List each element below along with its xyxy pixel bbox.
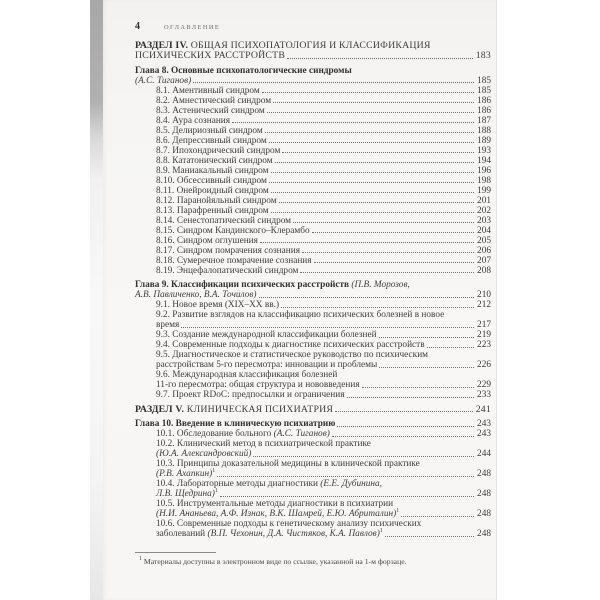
toc-entry-text: (А.С. Тиганов) (135, 75, 192, 86)
toc-page-number: 183 (475, 50, 491, 61)
toc-entry-text: 8.5. Делириозный синдром (156, 125, 263, 136)
toc-entry-item (135, 256, 491, 266)
toc-line (156, 166, 491, 176)
toc-page-number: 208 (477, 265, 491, 276)
toc-page-number: 233 (477, 390, 491, 400)
toc-entry-item (135, 330, 491, 340)
toc-entry-chapter (135, 419, 491, 429)
toc-entry-text: (Ю.А. Александровский) (156, 449, 252, 459)
toc-entry-item (135, 176, 491, 186)
dot-leader (267, 112, 474, 113)
toc-entry-text: РАЗДЕЛ V. КЛИНИЧЕСКАЯ ПСИХИАТРИЯ (135, 403, 334, 415)
toc-line (156, 390, 491, 400)
toc-line (135, 290, 491, 300)
toc-entry-text: А.В. Павличенко, В.А. Точилов) (135, 290, 257, 300)
toc-entry-chapter (135, 66, 491, 86)
dot-leader (217, 476, 474, 477)
toc-entry-text: 8.8. Кататонический синдром (156, 155, 273, 166)
toc-entry-text: 10.1. Обследование больного (А.С. Тиганов) (156, 429, 330, 439)
toc-line (156, 429, 491, 439)
toc-page-number: 199 (477, 185, 491, 196)
dot-leader (401, 516, 474, 517)
toc-line (156, 96, 491, 106)
toc-entry-item (135, 300, 491, 310)
toc-entry-text: 9.3. Создание международной классификации болезней (156, 330, 377, 340)
toc-entry-text: 9.6. Международная классификация болезней (156, 370, 338, 380)
dot-leader (379, 367, 474, 368)
toc-line (156, 246, 491, 256)
dot-leader (260, 242, 474, 243)
toc-entry-item (135, 439, 491, 459)
toc-page-number: 193 (477, 145, 491, 156)
toc-line (135, 405, 491, 415)
toc-entry-text: Глава 9. Классификации психических расстройств (П.В. Морозов, (135, 280, 410, 290)
dot-leader (281, 307, 474, 308)
footnote-divider (135, 552, 216, 553)
toc-page-number: 248 (477, 469, 491, 479)
toc-entry-text: 10.6. Современные подходы к генетическому анализу психических (156, 519, 422, 529)
toc-entry-item (135, 236, 491, 246)
toc-entry-item (135, 206, 491, 216)
toc-line (156, 206, 491, 216)
toc-entry-item (135, 196, 491, 206)
toc-line (156, 330, 491, 340)
toc-entry-item (135, 166, 491, 176)
toc-line (156, 519, 491, 529)
toc-line (156, 469, 491, 479)
toc-line (156, 340, 491, 350)
dot-leader (332, 436, 474, 437)
toc-line (156, 186, 491, 196)
toc-entry-text: 8.18. Сумеречное помрачение сознания (156, 255, 312, 266)
toc-line (135, 76, 491, 86)
toc-page-number: 223 (477, 340, 491, 350)
toc-line (156, 256, 491, 266)
toc-page-number: 187 (477, 115, 491, 126)
toc-entry-text: 8.7. Ипохондрический синдром (156, 145, 281, 156)
dot-leader (302, 252, 474, 253)
toc-line (156, 196, 491, 206)
toc-page-number: 226 (477, 360, 491, 370)
toc-page-number: 244 (477, 449, 491, 459)
dot-leader (265, 132, 474, 133)
toc-entry-item (135, 350, 491, 370)
toc-page-number: 219 (477, 330, 491, 340)
toc-entry-text: 8.12. Паранойяльный синдром (156, 195, 277, 206)
dot-leader (337, 426, 474, 427)
toc-page-number: 248 (477, 509, 491, 519)
toc-line (156, 449, 491, 459)
page-number: 4 (135, 21, 140, 32)
toc-page-number: 206 (477, 245, 491, 256)
footnote (135, 552, 465, 566)
toc-line (156, 136, 491, 146)
toc-entry-text: 9.7. Проект RDoC: предпосылки и ограничения (156, 390, 345, 400)
toc-line (156, 350, 491, 360)
toc-line (156, 479, 491, 489)
toc-page-number: 217 (477, 320, 491, 330)
footnote-marker: 1 (139, 556, 142, 562)
toc-entry-item (135, 340, 491, 350)
toc-page-number: 248 (477, 489, 491, 499)
toc-page-number: 201 (477, 195, 491, 206)
toc-line (156, 156, 491, 166)
toc-page-number: 205 (477, 235, 491, 246)
running-title: ОГЛАВЛЕНИЕ (164, 24, 221, 31)
toc-page-number: 189 (477, 135, 491, 146)
toc-entry-text: 8.6. Депрессивный синдром (156, 135, 267, 146)
toc-entry-text: 8.14. Сенестопатический синдром (156, 215, 292, 226)
toc-line (156, 116, 491, 126)
toc-entry-section (135, 405, 491, 415)
toc-page-number: 194 (477, 155, 491, 166)
toc-entry-item (135, 246, 491, 256)
toc-entry-text: Л.В. Щедрина)$^1$ (156, 488, 218, 499)
toc-entry-text: 8.19. Энцефалопатический синдром (156, 265, 299, 276)
toc-line (135, 419, 491, 429)
toc-entry-text: 8.2. Амнестический синдром (156, 95, 272, 106)
book-page-edge (90, 0, 103, 600)
toc-line (156, 216, 491, 226)
toc-entry-item (135, 370, 491, 390)
dot-leader (262, 92, 474, 93)
toc-entry-text: Глава 8. Основные психопатологические синдромы (135, 65, 352, 76)
toc-entry-text: 8.10. Обсессивный синдром (156, 175, 267, 186)
toc-line (156, 499, 491, 509)
dot-leader (293, 222, 474, 223)
toc-page-number: 186 (477, 95, 491, 106)
toc-entry-text: (Н.И. Ананьева, А.Ф. Изнак, В.К. Шамрей, Е.Ю. Абриталин)$^1$ (156, 508, 400, 519)
dot-leader (193, 82, 474, 83)
toc-page-number: 203 (477, 215, 491, 226)
toc-entry-text: ПСИХИЧЕСКИХ РАССТРОЙСТВ (135, 50, 286, 61)
toc-entry-text: 8.3. Астенический синдром (156, 105, 265, 116)
toc-line (156, 529, 491, 539)
toc-entry-item (135, 310, 491, 330)
toc-entry-text: 8.9. Маниакальный синдром (156, 165, 269, 176)
toc-page-number: 210 (477, 290, 491, 300)
toc-entry-text: заболеваний (В.П. Чехонин, Д.А. Чистяков, К.А. Павлов)$^1$ (156, 528, 383, 539)
dot-leader (275, 162, 474, 163)
toc-entry-item (135, 146, 491, 156)
toc-page-number: 207 (477, 255, 491, 266)
toc-line (156, 266, 491, 276)
dot-leader (379, 337, 474, 338)
toc-entry-item (135, 186, 491, 196)
toc-page-number: 243 (477, 419, 491, 429)
toc-entry-text: Глава 10. Введение в клиническую психиатрию (135, 419, 336, 429)
dot-leader (385, 536, 474, 537)
dot-leader (287, 58, 473, 59)
toc-line (156, 310, 491, 320)
toc-line (156, 439, 491, 449)
toc-entry-text: 10.4. Лабораторные методы диагностики (Е.Е. Дубинина, (156, 479, 382, 489)
toc-page-number: 248 (477, 529, 491, 539)
toc-line (156, 320, 491, 330)
toc-entry-text: (Р.В. Ахапкин)$^1$ (156, 468, 216, 479)
toc-line (156, 380, 491, 390)
toc-line (156, 126, 491, 136)
toc-line (135, 66, 491, 76)
toc-entry-text: 9.2. Развитие взглядов на классификацию психических болезней в новое (156, 310, 445, 320)
toc-page-number: 196 (477, 165, 491, 176)
dot-leader (282, 152, 474, 153)
toc-entry-item (135, 459, 491, 479)
footnote-text (135, 557, 465, 566)
toc-entry-item (135, 96, 491, 106)
dot-leader (347, 397, 475, 398)
toc-page-number: 198 (477, 175, 491, 186)
toc-entry-text: 8.4. Аура сознания (156, 115, 231, 126)
toc-entry-text: 10.3. Принципы доказательной медицины в клинической практике (156, 459, 420, 469)
dot-leader (269, 142, 474, 143)
toc-page-number: 229 (477, 380, 491, 390)
dot-leader (271, 192, 474, 193)
dot-leader (312, 232, 474, 233)
toc-entry-text: 9.1. Новое время (XIX–XX вв.) (156, 300, 280, 310)
footnote-body: Материалы доступны в электронном виде по ссылке, указанной на 1-м форзаце. (143, 557, 407, 566)
toc-line (156, 489, 491, 499)
page-header (135, 21, 491, 32)
dot-leader (259, 297, 475, 298)
toc-entry-item (135, 266, 491, 276)
toc-line (156, 360, 491, 370)
toc-entry-text: 8.1. Аментивный синдром (156, 85, 260, 96)
toc-line (156, 509, 491, 519)
toc-entry-text: 10.5. Инструментальные методы диагностики в психиатрии (156, 499, 394, 509)
toc-line (156, 86, 491, 96)
toc-page-number: 188 (477, 125, 491, 136)
dot-leader (427, 347, 474, 348)
toc-entry-item (135, 136, 491, 146)
toc-line (156, 236, 491, 246)
toc-entry-item (135, 216, 491, 226)
toc-entry-section (135, 41, 491, 61)
toc-entry-text: 9.5. Диагностическое и статистическое руководство по психическим (156, 350, 429, 360)
toc-entry-text: 8.13. Парафренный синдром (156, 205, 269, 216)
toc-page-number: 243 (477, 429, 491, 439)
toc-entry-item (135, 429, 491, 439)
toc-page-number: 185 (477, 75, 491, 86)
toc-page-number: 202 (477, 205, 491, 216)
dot-leader (362, 387, 474, 388)
toc-entry-item (135, 519, 491, 539)
dot-leader (232, 122, 474, 123)
toc-line (156, 146, 491, 156)
toc-entry-text: 8.15. Синдром Кандинского–Клерамбо (156, 225, 310, 236)
toc-page-number: 241 (475, 403, 491, 415)
dot-leader (335, 411, 473, 412)
dot-leader (271, 212, 474, 213)
toc-line (156, 370, 491, 380)
dot-leader (271, 172, 475, 173)
dot-leader (181, 327, 474, 328)
toc-entry-text: 8.16. Синдром оглушения (156, 235, 258, 246)
toc-page-number: 186 (477, 105, 491, 116)
toc-entry-text: 9.4. Современные подходы к диагностике психических расстройств (156, 340, 425, 350)
dot-leader (269, 182, 474, 183)
table-of-contents (135, 41, 491, 539)
toc-line (156, 106, 491, 116)
toc-entry-text: 11-го пересмотра: общая структура и нововведения (156, 380, 360, 390)
dot-leader (273, 102, 474, 103)
toc-page-number: 185 (477, 85, 491, 96)
book-page (103, 0, 497, 600)
toc-entry-item (135, 86, 491, 96)
toc-line (135, 280, 491, 290)
toc-entry-chapter (135, 280, 491, 300)
toc-entry-text: расстройствам 5-го пересмотра: инновации и проблемы (156, 360, 378, 370)
toc-line (156, 176, 491, 186)
dot-leader (220, 496, 474, 497)
toc-line (156, 226, 491, 236)
toc-entry-item (135, 499, 491, 519)
toc-line (156, 300, 491, 310)
toc-line (135, 51, 491, 61)
dot-leader (253, 456, 474, 457)
toc-entry-item (135, 116, 491, 126)
toc-entry-text: время (156, 320, 180, 330)
toc-page-number: 212 (477, 300, 491, 310)
toc-entry-item (135, 390, 491, 400)
toc-entry-text: 8.11. Онейроидный синдром (156, 185, 269, 196)
toc-line (156, 459, 491, 469)
dot-leader (300, 272, 474, 273)
toc-entry-item (135, 126, 491, 136)
toc-entry-text: 8.17. Синдром помрачения сознания (156, 245, 300, 256)
toc-entry-item (135, 156, 491, 166)
dot-leader (279, 202, 474, 203)
toc-entry-item (135, 106, 491, 116)
toc-entry-text: 10.2. Клинический метод в психиатрической практике (156, 439, 371, 449)
toc-entry-item (135, 226, 491, 236)
toc-page-number: 204 (477, 225, 491, 236)
toc-entry-text: РАЗДЕЛ IV. ОБЩАЯ ПСИХОПАТОЛОГИЯ И КЛАССИФИКАЦИЯ (135, 40, 431, 51)
dot-leader (314, 262, 475, 263)
toc-entry-item (135, 479, 491, 499)
